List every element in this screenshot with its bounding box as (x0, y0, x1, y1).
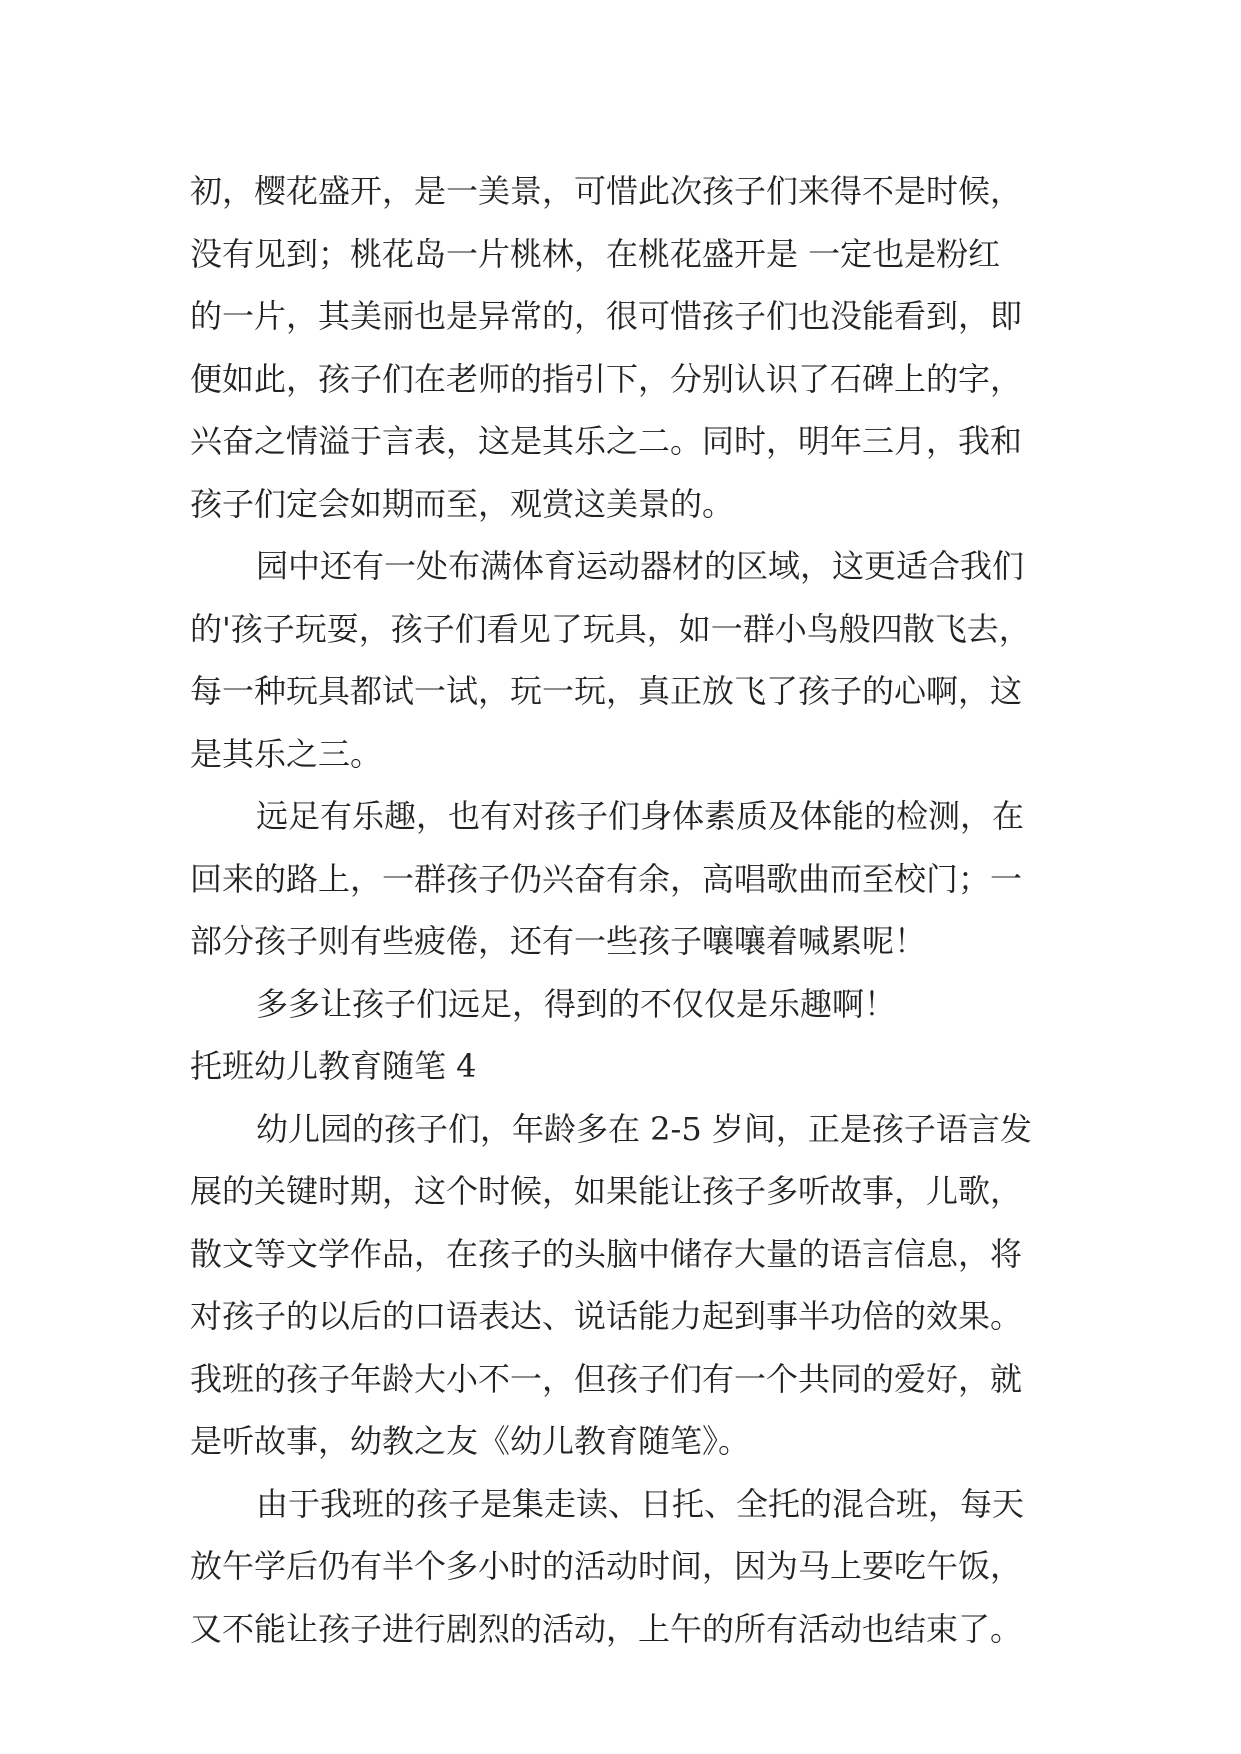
paragraph-first-line: 多多让孩子们远足，得到的不仅仅是乐趣啊！ (256, 984, 897, 1023)
paragraph-first-line: 幼儿园的孩子们，年龄多在 2-5 岁间，正是孩子语言发 (256, 1109, 1032, 1148)
paragraph-first-line: 园中还有一处布满体育运动器材的区域，这更适合我们 (256, 547, 1025, 585)
text-line: 没有见到；桃花岛一片桃林，在桃花盛开是 一定也是粉红 (190, 234, 1001, 273)
text-line: 孩子们定会如期而至，观赏这美景的。 (190, 484, 735, 523)
text-line: 是听故事，幼教之友《幼儿教育随笔》。 (190, 1422, 751, 1460)
text-line: 回来的路上，一群孩子仍兴奋有余，高唱歌曲而至校门；一 (190, 859, 1023, 898)
text-line: 又不能让孩子进行剧烈的活动，上午的所有活动也结束了。 (190, 1609, 1023, 1648)
text-line: 每一种玩具都试一试，玩一玩，真正放飞了孩子的心啊，这 (190, 672, 1023, 710)
text-line: 的一片，其美丽也是异常的，很可惜孩子们也没能看到，即 (190, 297, 1023, 335)
text-line: 兴奋之情溢于言表，这是其乐之二。同时，明年三月，我和 (190, 422, 1023, 460)
text-line: 我班的孩子年龄大小不一，但孩子们有一个共同的爱好，就 (190, 1359, 1023, 1398)
text-line: 散文等文学作品，在孩子的头脑中储存大量的语言信息，将 (190, 1234, 1023, 1273)
text-line: 放午学后仍有半个多小时的活动时间，因为马上要吃午饭， (190, 1547, 1023, 1585)
paragraph-first-line: 由于我班的孩子是集走读、日托、全托的混合班，每天 (256, 1484, 1025, 1523)
text-line: 对孩子的以后的口语表达、说话能力起到事半功倍的效果。 (190, 1297, 1023, 1335)
document-body (190, 160, 1070, 1660)
text-line: 是其乐之三。 (190, 734, 383, 773)
text-line: 便如此，孩子们在老师的指引下，分别认识了石碑上的字， (190, 359, 1023, 398)
section-heading: 托班幼儿教育随笔 4 (190, 1047, 477, 1085)
text-line: 展的关键时期，这个时候，如果能让孩子多听故事，儿歌， (190, 1172, 1023, 1210)
text-line: 的'孩子玩耍，孩子们看见了玩具，如一群小鸟般四散飞去， (190, 609, 1031, 648)
text-line: 部分孩子则有些疲倦，还有一些孩子嚷嚷着喊累呢！ (190, 922, 927, 960)
paragraph-first-line: 远足有乐趣，也有对孩子们身体素质及体能的检测，在 (256, 797, 1025, 835)
text-line: 初，樱花盛开，是一美景，可惜此次孩子们来得不是时候， (190, 172, 1023, 210)
